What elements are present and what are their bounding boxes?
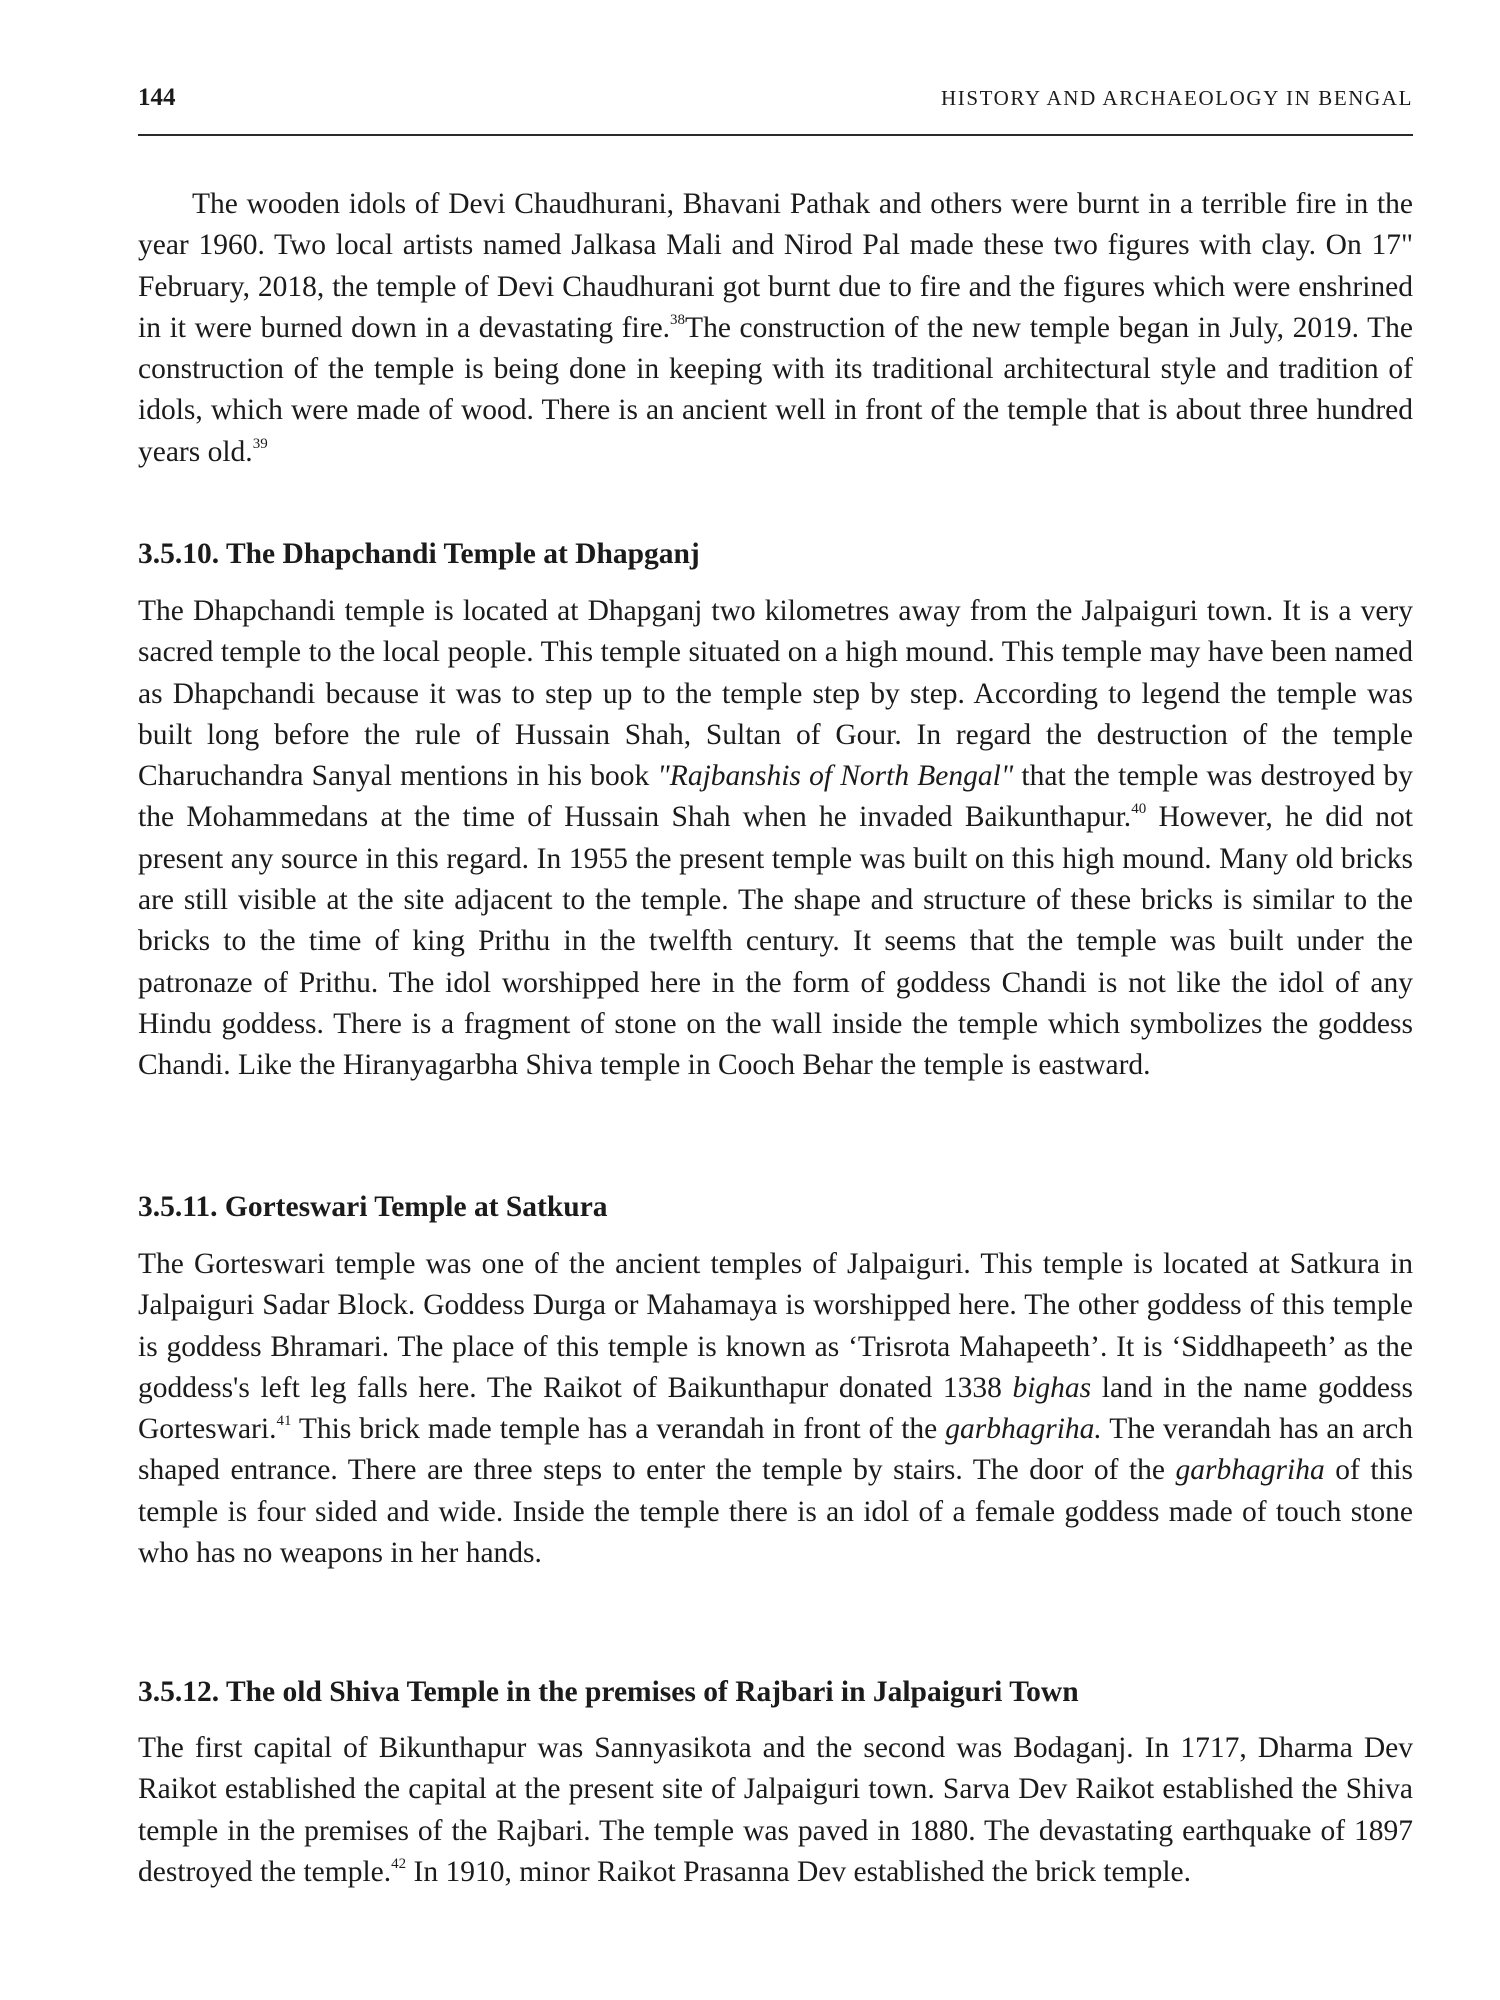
paragraph-text: This brick made temple has a verandah in front of the — [291, 1413, 946, 1446]
section-heading-3-5-10: 3.5.10. The Dhapchandi Temple at Dhapganj — [138, 538, 700, 570]
paragraph-text: land in the name goddess Gorteswari. — [138, 1371, 1413, 1446]
paragraph-text: that the temple was destroyed by the Mohammedans at the time of Hussain Shah when he invaded Baikunthapur. — [138, 760, 1413, 834]
paragraph-text: " February, 2018, the temple of Devi Chaudhurani got burnt due to fire and the figures which were enshrined in it were burned down in a devastating fire. — [138, 229, 1413, 344]
italic-term: garbhagriha — [1175, 1454, 1325, 1487]
paragraph-gorteswari-temple — [138, 1244, 1413, 1574]
book-title: "Rajbanshis of North Bengal" — [657, 760, 1014, 793]
footnote-ref: 38 — [670, 311, 686, 328]
footnote-ref: 40 — [1131, 801, 1147, 818]
italic-term: bighas — [1012, 1371, 1092, 1404]
paragraph-devi-chaudhurani-temple — [138, 184, 1413, 473]
footnote-ref: 39 — [252, 435, 268, 452]
paragraph-text: The Dhapchandi temple is located at Dhapganj two kilometres away from the Jalpaiguri town. It is a very sacred temple to the local people. This temple situated on a high mound. This temple may have been named as Dhapchandi because it was to step up to the temple step by step. According to legend the temple was built long before the rule of Hussain Shah, Sultan of Gour. In regard the destruction of the temple Charuchandra Sanyal mentions in his book — [138, 595, 1413, 793]
section-heading-3-5-12: 3.5.12. The old Shiva Temple in the premises of Rajbari in Jalpaiguri Town — [138, 1676, 1079, 1708]
paragraph-text: The construction of the new temple began in July, 2019. The construction of the temple is being done in keeping with its traditional architectural style and tradition of idols, which were made of wood. There is an ancient well in front of the temple that is about three hundred years old. — [138, 311, 1414, 468]
section-heading-3-5-11: 3.5.11. Gorteswari Temple at Satkura — [138, 1191, 608, 1223]
footnote-ref: 42 — [391, 1855, 407, 1872]
paragraph-rajbari-shiva-temple — [138, 1728, 1413, 1893]
paragraph-text: In 1910, minor Raikot Prasanna Dev established the brick temple. — [406, 1855, 1191, 1888]
header-rule — [138, 134, 1413, 136]
footnote-ref: 41 — [276, 1413, 292, 1430]
paragraph-dhapchandi-temple — [138, 591, 1413, 1087]
page-number: 144 — [138, 84, 176, 111]
paragraph-text: However, he did not present any source in this regard. In 1955 the present temple was built on this high mound. Many old bricks are still visible at the site adjacent to the temple. The shape and structure of these bricks is similar to the bricks to the time of king Prithu in the twelfth century. It seems that the temple was built under the patronaze of Prithu. The idol worshipped here in the form of goddess Chandi is not like the idol of any Hindu goddess. There is a fragment of stone on the wall inside the temple which symbolizes the goddess Chandi. Like the Hiranyagarbha Shiva temple in Cooch Behar the temple is eastward. — [138, 801, 1413, 1082]
italic-term: garbhagriha. — [945, 1413, 1102, 1446]
running-header — [138, 80, 1413, 124]
paragraph-text: The verandah has an arch shaped entrance. There are three steps to enter the temple by stairs. The door of the — [138, 1413, 1414, 1487]
paragraph-text: of this temple is four sided and wide. Inside the temple there is an idol of a female goddess made of touch stone who has no weapons in her hands. — [138, 1454, 1413, 1570]
paragraph-text: The Gorteswari temple was one of the ancient temples of Jalpaiguri. This temple is located at Satkura in Jalpaiguri Sadar Block. Goddess Durga or Mahamaya is worshipped here. The other goddess of this temple is goddess Bhramari. The place of this temple is known as ‘Trisrota Mahapeeth’. It is ‘Siddhapeeth’ as the goddess's left leg falls here. The Raikot of Baikunthapur donated 1338 — [138, 1248, 1413, 1404]
paragraph-text: The wooden idols of Devi Chaudhurani, Bhavani Pathak and others were burnt in a terrible fire in the year 1960. Two local artists named Jalkasa Mali and Nirod Pal made these two figures with clay. On 17 — [138, 188, 1413, 262]
running-title: HISTORY AND ARCHAEOLOGY IN BENGAL — [940, 86, 1413, 110]
paragraph-text: The first capital of Bikunthapur was Sannyasikota and the second was Bodaganj. In 1717, Dharma Dev Raikot established the capital at the present site of Jalpaiguri town. Sarva Dev Raikot established the Shiva temple in the premises of the Rajbari. The temple was paved in 1880. The devastating earthquake of 1897 destroyed the temple. — [138, 1732, 1413, 1888]
